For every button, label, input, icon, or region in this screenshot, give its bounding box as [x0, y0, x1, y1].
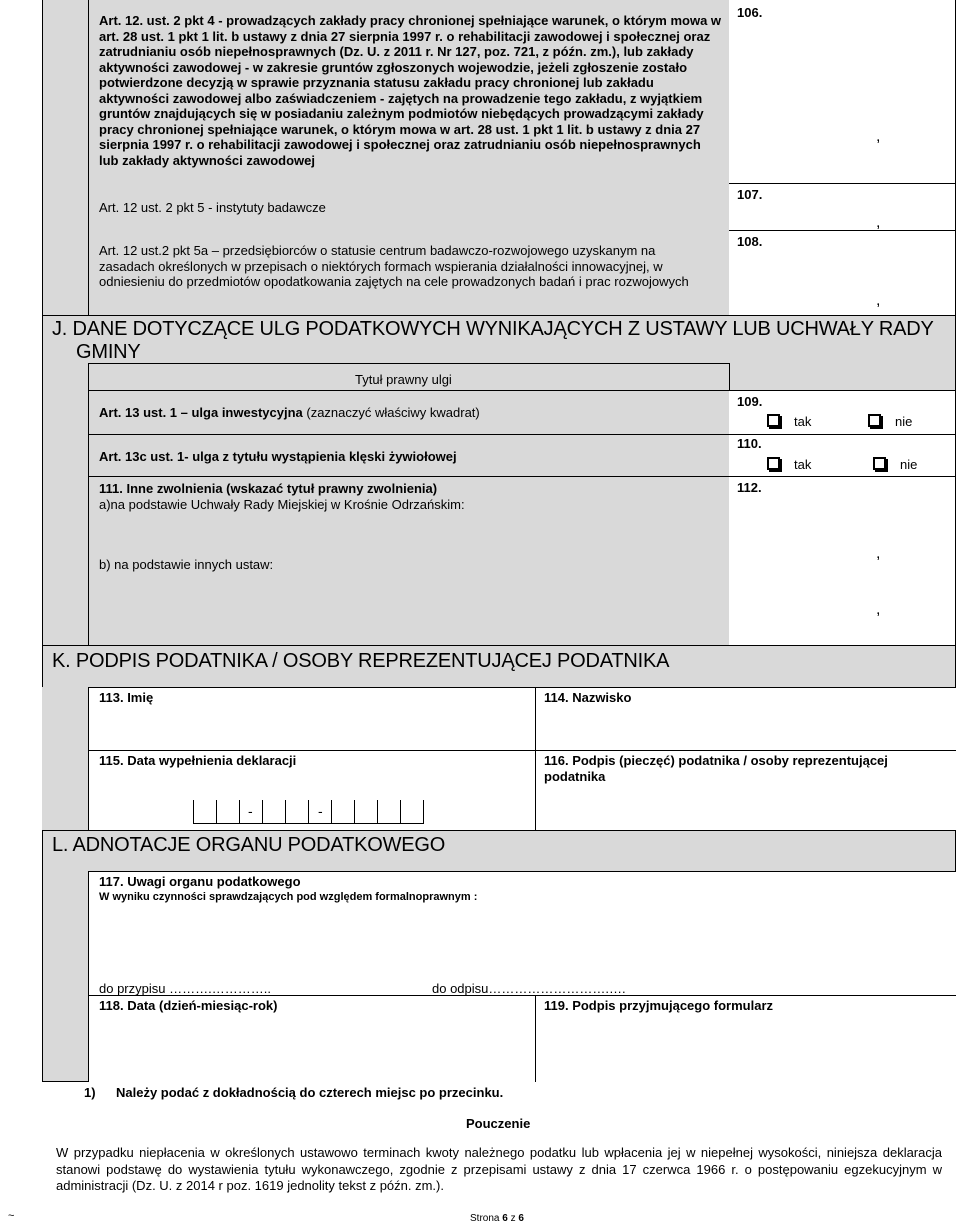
row111-sub-a: a)na podstawie Uchwały Rady Miejskiej w Krośnie Odrzańskim: [99, 497, 465, 512]
row106-value-cell[interactable] [729, 0, 955, 184]
page-total: 6 [518, 1213, 524, 1224]
row108-text: Art. 12 ust.2 pkt 5a – przedsiębiorców o statusie centrum badawczo-rozwojowego uzyskanym na zasadach określonych w przepisach o niektórych formach wspierania działalności innowacyjnej, w odniesieniu do przedmiotów opodatkowania zajętych na cele prowadzonych badań i prac rozwojowych [99, 243, 689, 289]
row107-value-cell[interactable] [729, 184, 955, 231]
row109-no-option[interactable] [868, 414, 912, 429]
page-current: 6 [502, 1213, 508, 1224]
date-year-cell-3[interactable] [377, 800, 400, 824]
section-j-title: J. DANE DOTYCZĄCE ULG PODATKOWYCH WYNIKAJĄCYCH Z USTAWY LUB UCHWAŁY RADY GMINY [52, 318, 934, 363]
field-113-box[interactable] [88, 687, 535, 751]
pouczenie-title: Pouczenie [466, 1116, 531, 1131]
row106-comma: , [876, 128, 881, 145]
date-year-cell-2[interactable] [354, 800, 377, 824]
date-month-cell-1[interactable] [262, 800, 285, 824]
row108-value-cell[interactable] [729, 231, 955, 315]
field-118-label: 118. Data (dzień-miesiąc-rok) [99, 998, 278, 1013]
row112-number: 112. [737, 480, 762, 495]
section-k-left-strip [42, 687, 88, 830]
row109-yes-option[interactable] [767, 414, 811, 429]
field-115-label: 115. Data wypełnienia deklaracji [99, 753, 297, 768]
field-116-label: 116. Podpis (pieczęć) podatnika / osoby reprezentującej podatnika [544, 753, 888, 784]
row112-comma-2: , [876, 601, 881, 618]
date-end-tick [423, 800, 424, 824]
field-114-label: 114. Nazwisko [544, 690, 632, 705]
date-day-cell-2[interactable] [216, 800, 239, 824]
section-l-title: L. ADNOTACJE ORGANU PODATKOWEGO [52, 834, 446, 856]
row109-divider [88, 390, 955, 391]
date-year-cell-4[interactable] [400, 800, 423, 824]
row110-no-label: nie [900, 457, 918, 472]
row110-yes-checkbox[interactable] [767, 457, 780, 470]
row109-label-main: Art. 13 ust. 1 – ulga inwestycyjna [99, 405, 303, 420]
row107-comma: , [876, 214, 881, 231]
row106-number: 106. [737, 5, 763, 20]
row110-yes-label: tak [794, 457, 812, 472]
footnote-text: Należy podać z dokładnością do czterech miejsc po przecinku. [116, 1085, 504, 1100]
field-119-label: 119. Podpis przyjmującego formularz [544, 998, 774, 1013]
row110-label: Art. 13c ust. 1- ulga z tytułu wystąpienia klęski żywiołowej [99, 449, 457, 464]
date-year-cell-1[interactable] [331, 800, 354, 824]
row111-sub-b: b) na podstawie innych ustaw: [99, 557, 274, 572]
row109-label [99, 405, 480, 420]
do-odpisu: do odpisu……………………….…. [432, 981, 626, 996]
date-day-cell-1[interactable] [193, 800, 216, 824]
field-117-sublabel: W wyniku czynności sprawdzających pod względem formalnoprawnym : [99, 891, 478, 903]
field-117-box[interactable] [88, 871, 956, 997]
row111-divider [88, 476, 955, 477]
row111-label: 111. Inne zwolnienia (wskazać tytuł prawny zwolnienia) [99, 481, 438, 496]
date-month-cell-2[interactable] [285, 800, 308, 824]
footnote-number: 1) [84, 1085, 96, 1100]
row109-yes-label: tak [794, 414, 812, 429]
row110-no-option[interactable] [873, 457, 917, 472]
row108-comma: , [876, 292, 881, 309]
page-of: z [510, 1213, 516, 1224]
row106-text: Art. 12. ust. 2 pkt 4 - prowadzących zakłady pracy chronionej spełniające warunek, o którym mowa w art. 28 ust. 1 pkt 1 lit. b ustawy z dnia 27 sierpnia 1997 r. o rehabilitacji zawodowej i społecznej oraz zatrudnianiu osób niepełnosprawnych (Dz. U. z 2011 r. Nr 127, poz. 721, z późn. zm.), lub zakłady aktywności zawodowej - w zakresie gruntów zgłoszonych wojewodzie, jeżeli zgłoszenie zostało potwierdzone decyzją w sprawie przyznania statusu zakładu pracy chronionej lub zakładu aktywności zawodowej albo zaświadczeniem - zajętych na prowadzenie tego zakładu, z wyjątkiem gruntów znajdujących się w posiadaniu zależnym podmiotów niebędących prowadzącymi zakłady pracy chronionej spełniające warunek, o którym mowa w art. 28 ust. 1 pkt 1 lit. b ustawy z dnia 27 sierpnia 1997 r. o rehabilitacji zawodowej i społecznej oraz zatrudnianiu osób niepełnosprawnych lub zakłady aktywności zawodowej [99, 13, 722, 168]
row107-number: 107. [737, 187, 763, 202]
row110-yes-option[interactable] [767, 457, 811, 472]
row109-yes-checkbox[interactable] [767, 414, 780, 427]
pouczenie-text: W przypadku niepłacenia w określonych ustawowo terminach kwoty należnego podatku lub wpłacenia jej w niepełnej wysokości, niniejsza deklaracja stanowi podstawę do wystawienia tytułu wykonawczego, zgodnie z przepisami ustawy z dnia 17 czerwca 1966 r. o postępowaniu egzekucyjnym w administracji (Dz. U. z 2014 r poz. 1619 jednolity tekst z późn. zm.). [56, 1145, 942, 1193]
row112-comma-1: , [876, 545, 881, 562]
page-label: Strona [470, 1213, 500, 1224]
row109-number: 109. [737, 394, 763, 409]
row110-number: 110. [737, 436, 762, 451]
date-separator-1: - [248, 803, 253, 819]
row109-label-note: (zaznaczyć właściwy kwadrat) [306, 405, 480, 420]
section-k-title: K. PODPIS PODATNIKA / OSOBY REPREZENTUJĄCEJ PODATNIKA [52, 650, 670, 672]
row108-number: 108. [737, 234, 763, 249]
row109-no-label: nie [895, 414, 913, 429]
field-113-label: 113. Imię [99, 690, 154, 705]
row109-no-checkbox[interactable] [868, 414, 881, 427]
row110-divider [88, 434, 955, 435]
date-separator-2: - [318, 803, 323, 819]
do-przypisu: do przypisu ……….………….. [99, 981, 271, 996]
page-number [470, 1213, 524, 1224]
field-117-label: 117. Uwagi organu podatkowego [99, 874, 301, 889]
row107-text: Art. 12 ust. 2 pkt 5 - instytuty badawcze [99, 200, 326, 215]
section-j-values [729, 390, 955, 646]
section-j-header: Tytuł prawny ulgi [355, 372, 452, 387]
corner-mark: ~ [8, 1210, 15, 1222]
row110-no-checkbox[interactable] [873, 457, 886, 470]
